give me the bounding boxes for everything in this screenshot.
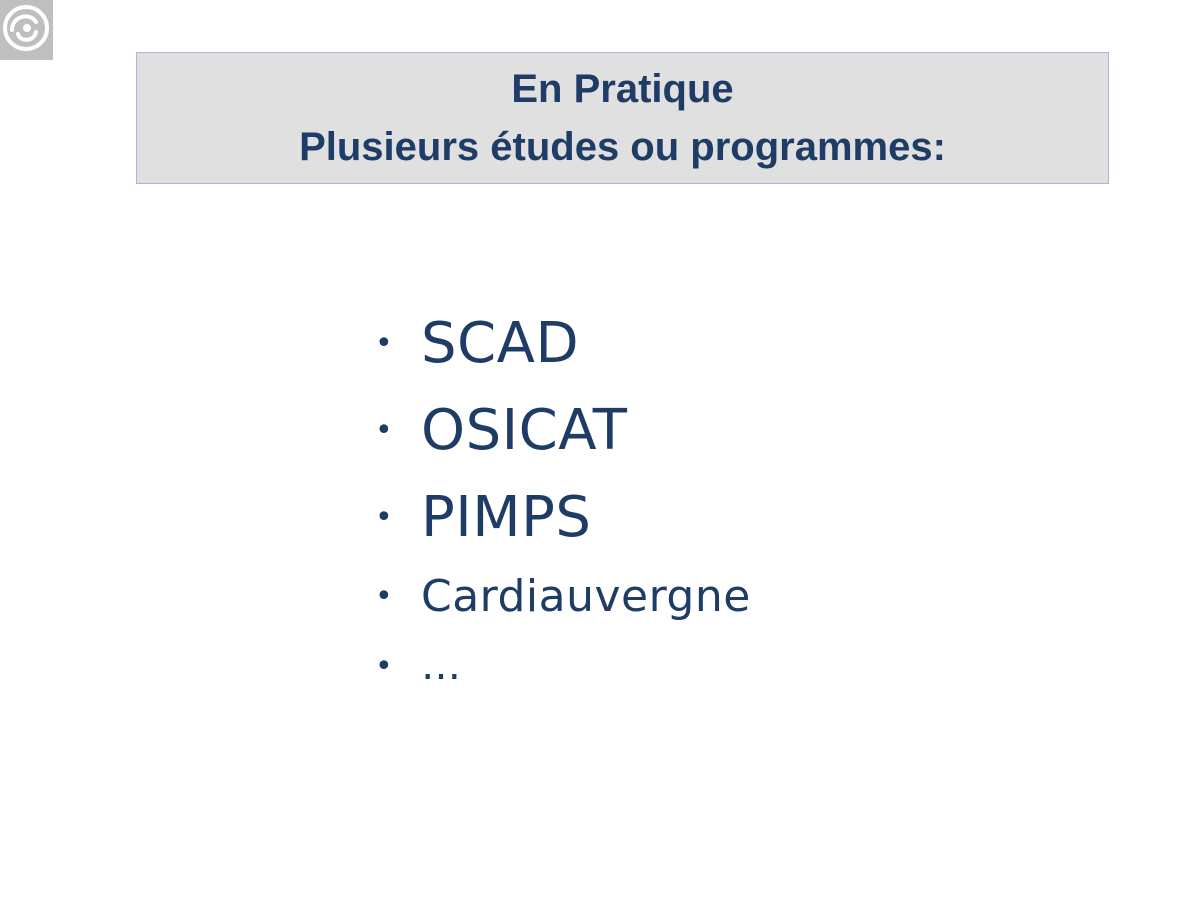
list-item xyxy=(375,387,751,474)
bullet-marker: • xyxy=(375,648,393,684)
bullet-marker: • xyxy=(375,326,393,361)
list-item xyxy=(375,561,751,631)
list-item xyxy=(375,474,751,561)
bullet-marker: • xyxy=(375,578,393,614)
title-line-1: En Pratique xyxy=(511,67,734,111)
list-item-label: … xyxy=(421,643,462,689)
spiral-logo-icon xyxy=(0,0,53,60)
list-item-label: OSICAT xyxy=(421,398,628,463)
bullet-list xyxy=(375,300,751,701)
logo xyxy=(0,0,53,60)
list-item-label: SCAD xyxy=(421,311,580,376)
bullet-marker: • xyxy=(375,413,393,448)
list-item xyxy=(375,631,751,701)
list-item xyxy=(375,300,751,387)
list-item-label: Cardiauvergne xyxy=(421,570,751,622)
list-item-label: PIMPS xyxy=(421,485,592,550)
title-box xyxy=(136,52,1109,184)
bullet-marker: • xyxy=(375,500,393,535)
title-line-2: Plusieurs études ou programmes: xyxy=(299,125,946,169)
